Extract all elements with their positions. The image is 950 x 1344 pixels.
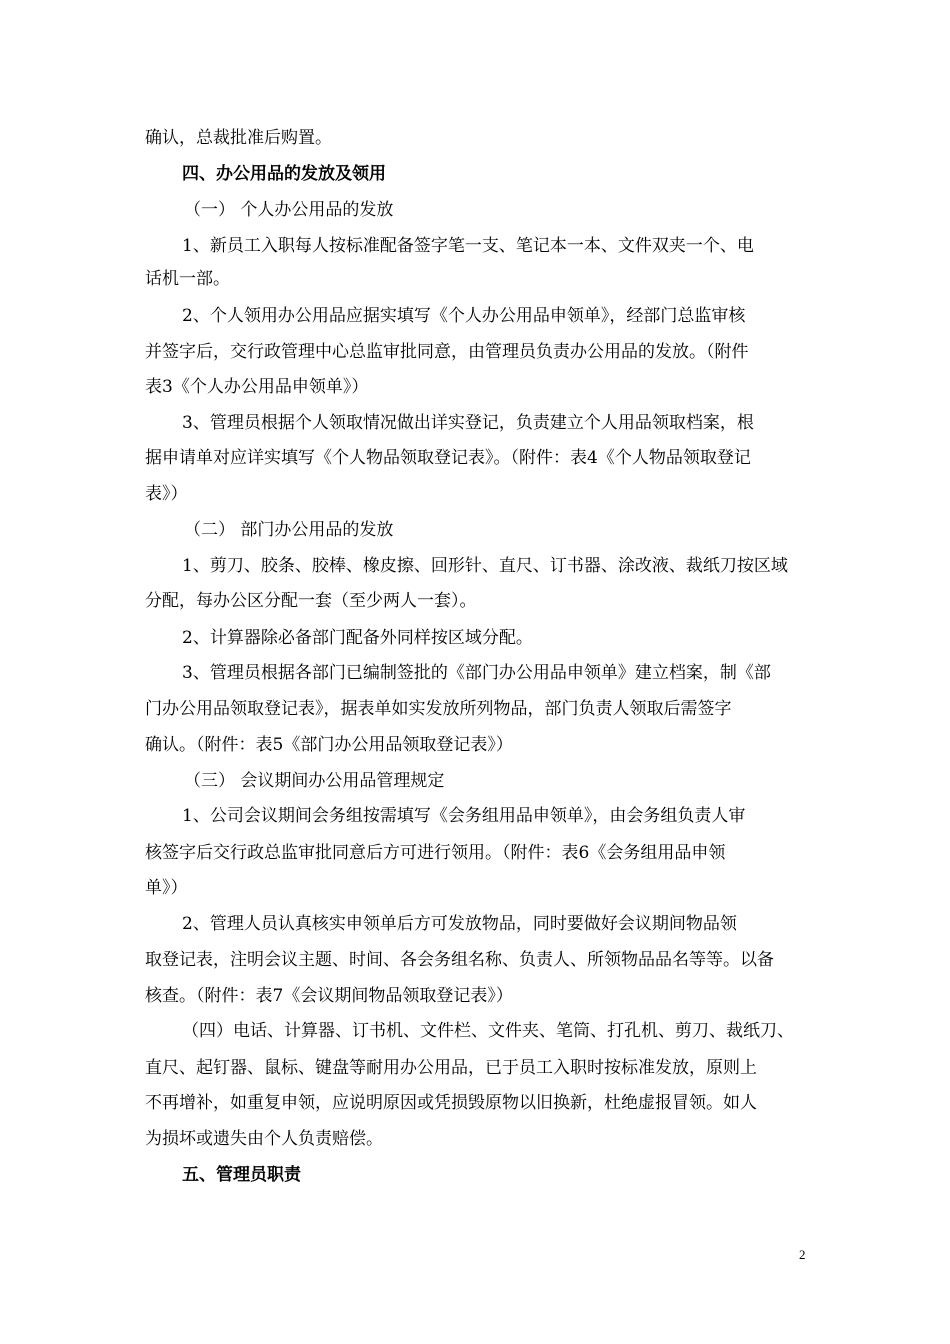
paragraph-line: 单》） bbox=[145, 878, 188, 898]
subsection-heading: （一） 个人办公用品的发放 bbox=[184, 200, 394, 220]
section-heading: 五、管理员职责 bbox=[182, 1165, 301, 1185]
paragraph-line: 取登记表，注明会议主题、时间、各会务组名称、负责人、所领物品品名等等。以备 bbox=[145, 950, 774, 970]
paragraph-line: 1、公司会议期间会务组按需填写《会务组用品申领单》，由会务组负责人审 bbox=[182, 806, 746, 826]
paragraph-line: 3、管理员根据各部门已编制签批的《部门办公用品申领单》建立档案，制《部 bbox=[182, 663, 771, 683]
paragraph-line: 表》） bbox=[145, 484, 188, 504]
paragraph-line: 不再增补，如重复申领，应说明原因或凭损毁原物以旧换新，杜绝虚报冒领。如人 bbox=[145, 1093, 757, 1113]
paragraph-line: 话机一部。 bbox=[145, 269, 230, 289]
paragraph-line: 确认。（附件：表5《部门办公用品领取登记表》） bbox=[145, 735, 513, 755]
paragraph-line: 2、计算器除必备部门配备外同样按区域分配。 bbox=[182, 628, 533, 648]
paragraph-line: 表3《个人办公用品申领单》） bbox=[145, 377, 369, 397]
paragraph-line: （四）电话、计算器、订书机、文件栏、文件夹、笔筒、打孔机、剪刀、裁纸刀、 bbox=[182, 1021, 794, 1041]
paragraph-line: 核签字后交行政总监审批同意后方可进行领用。（附件：表6《会务组用品申领 bbox=[145, 843, 726, 863]
paragraph-line: 确认，总裁批准后购置。 bbox=[145, 128, 332, 148]
subsection-heading: （二） 部门办公用品的发放 bbox=[184, 520, 394, 540]
paragraph-line: 分配，每办公区分配一套（至少两人一套）。 bbox=[145, 591, 477, 611]
page-number: 2 bbox=[799, 1247, 806, 1262]
paragraph-line: 2、管理人员认真核实申领单后方可发放物品，同时要做好会议期间物品领 bbox=[182, 914, 737, 934]
paragraph-line: 3、管理员根据个人领取情况做出详实登记，负责建立个人用品领取档案，根 bbox=[182, 413, 754, 433]
paragraph-line: 直尺、起钉器、鼠标、键盘等耐用办公用品，已于员工入职时按标准发放，原则上 bbox=[145, 1058, 757, 1078]
paragraph-line: 核查。（附件：表7《会议期间物品领取登记表》） bbox=[145, 986, 513, 1006]
paragraph-line: 2、个人领用办公用品应据实填写《个人办公用品申领单》，经部门总监审核 bbox=[182, 306, 746, 326]
paragraph-line: 并签字后，交行政管理中心总监审批同意，由管理员负责办公用品的发放。（附件 bbox=[145, 342, 749, 362]
paragraph-line: 门办公用品领取登记表》，据表单如实发放所列物品，部门负责人领取后需签字 bbox=[145, 699, 732, 719]
paragraph-line: 1、新员工入职每人按标准配备签字笔一支、笔记本一本、文件双夹一个、电 bbox=[182, 236, 754, 256]
paragraph-line: 据申请单对应详实填写《个人物品领取登记表》。（附件：表4《个人物品领取登记 bbox=[145, 448, 751, 468]
section-heading: 四、办公用品的发放及领用 bbox=[182, 164, 386, 184]
paragraph-line: 为损坏或遗失由个人负责赔偿。 bbox=[145, 1129, 383, 1149]
subsection-heading: （三） 会议期间办公用品管理规定 bbox=[184, 771, 445, 791]
paragraph-line: 1、剪刀、胶条、胶棒、橡皮擦、回形针、直尺、订书器、涂改液、裁纸刀按区域 bbox=[182, 556, 788, 576]
